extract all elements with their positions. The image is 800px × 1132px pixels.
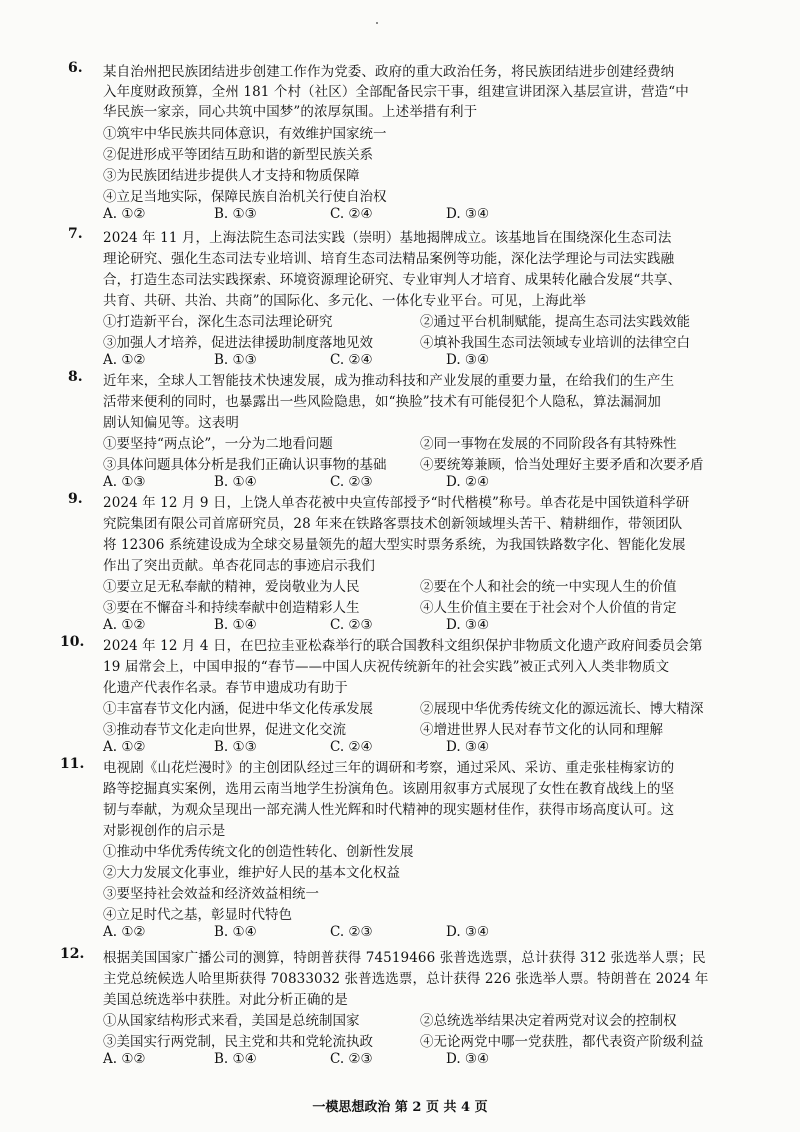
question-number: 7.	[68, 226, 83, 242]
option-statement: ④人生价值主要在于社会对个人价值的肯定	[420, 600, 677, 616]
question-stem-line: 根据美国国家广播公司的测算，特朗普获得 74519466 张普选选票，总计获得 312 张选举人票；民	[103, 950, 706, 966]
question-number: 10.	[60, 634, 85, 650]
answer-choice-a: A. ①②	[103, 1051, 146, 1067]
question-stem-line: 剧认知偏见等。这表明	[103, 415, 239, 431]
question-number: 8.	[68, 369, 83, 385]
option-statement: ④无论两党中哪一党获胜，都代表资产阶级利益	[420, 1034, 704, 1050]
question-stem-line: 入年度财政预算，全州 181 个村（社区）全部配备民宗干事，组建宣讲团深入基层宣讲，营造“中	[103, 84, 689, 100]
option-statement: ③为民族团结进步提供人才支持和物质保障	[103, 168, 360, 184]
answer-choice-c: C. ②③	[330, 474, 373, 490]
question-stem-line: 对影视创作的启示是	[103, 823, 226, 839]
option-statement: ②通过平台机制赋能，提高生态司法实践效能	[420, 314, 690, 330]
option-statement: ④立足当地实际，保障民族自治机关行使自治权	[103, 189, 387, 205]
option-statement: ③美国实行两党制，民主党和共和党轮流执政	[103, 1034, 373, 1050]
answer-choice-d: D. ③④	[446, 352, 490, 368]
question-stem-line: 2024 年 12 月 9 日，上饶人单杏花被中央宣传部授予“时代楷模”称号。单杏花是中国铁道科学研	[103, 495, 690, 511]
answer-choice-d: D. ②④	[446, 474, 490, 490]
answer-choice-d: D. ③④	[446, 206, 490, 222]
question-stem-line: 将 12306 系统建设成为全球交易量领先的超大型实时票务系统，为我国铁路数字化、智能化发展	[103, 537, 686, 553]
option-statement: ①推动中华优秀传统文化的创造性转化、创新性发展	[103, 844, 414, 860]
question-stem-line: 理论研究、强化生态司法专业培训、培育生态司法精品案例等功能，深化法学理论与司法实践融	[103, 251, 675, 267]
answer-choice-b: B. ①④	[214, 474, 257, 490]
option-statement: ④要统筹兼顾，恰当处理好主要矛盾和次要矛盾	[420, 457, 704, 473]
answer-choice-b: B. ①③	[214, 352, 257, 368]
answer-choice-a: A. ①③	[103, 474, 146, 490]
option-statement: ④立足时代之基，彰显时代特色	[103, 907, 292, 923]
option-statement: ①筑牢中华民族共同体意识，有效维护国家统一	[103, 126, 387, 142]
option-statement: ①要坚持“两点论”，一分为二地看问题	[103, 436, 333, 452]
option-statement: ②大力发展文化事业，维护好人民的基本文化权益	[103, 865, 400, 881]
question-stem-line: 某自治州把民族团结进步创建工作作为党委、政府的重大政治任务，将民族团结进步创建经费纳	[103, 64, 675, 80]
answer-choice-d: D. ③④	[446, 617, 490, 633]
answer-choice-b: B. ①③	[214, 739, 257, 755]
answer-choice-d: D. ③④	[446, 1051, 490, 1067]
question-stem-line: 合，打造生态司法实践探索、环境资源理论研究、专业审判人才培育、成果转化融合发展“共享、	[103, 272, 682, 288]
answer-choice-b: B. ①④	[214, 1051, 257, 1067]
question-stem-line: 电视剧《山花烂漫时》的主创团队经过三年的调研和考察，通过采风、采访、重走张桂梅家访的	[103, 760, 675, 776]
option-statement: ①打造新平台，深化生态司法理论研究	[103, 314, 333, 330]
answer-choice-a: A. ①②	[103, 924, 146, 940]
scan-speck	[376, 22, 378, 24]
question-stem-line: 华民族一家亲，同心共筑中国梦”的浓厚氛围。上述举措有利于	[103, 104, 478, 120]
answer-choice-b: B. ①④	[214, 617, 257, 633]
question-number: 6.	[68, 60, 83, 76]
answer-choice-c: C. ②③	[330, 617, 373, 633]
answer-choice-d: D. ③④	[446, 739, 490, 755]
answer-choice-a: A. ①②	[103, 739, 146, 755]
answer-choice-a: A. ①②	[103, 617, 146, 633]
answer-choice-c: C. ②④	[330, 739, 373, 755]
answer-choice-a: A. ①②	[103, 352, 146, 368]
question-stem-line: 2024 年 11 月，上海法院生态司法实践（崇明）基地揭牌成立。该基地旨在围绕深化生态司法	[103, 230, 672, 246]
option-statement: ②同一事物在发展的不同阶段各有其特殊性	[420, 436, 677, 452]
question-stem-line: 2024 年 12 月 4 日，在巴拉圭亚松森举行的联合国教科文组织保护非物质文化遗产政府间委员会第	[103, 638, 703, 654]
option-statement: ④填补我国生态司法领域专业培训的法律空白	[420, 335, 690, 351]
option-statement: ③要坚持社会效益和经济效益相统一	[103, 886, 319, 902]
page-footer: 一模思想政治 第 2 页 共 4 页	[312, 1100, 488, 1115]
question-stem-line: 19 届常会上，中国申报的“春节——中国人庆祝传统新年的社会实践”被正式列入人类非物质文	[103, 659, 670, 675]
question-stem-line: 主党总统候选人哈里斯获得 70833032 张普选选票，总计获得 226 张选举人票。特朗普在 2024 年	[103, 971, 709, 987]
option-statement: ③要在不懈奋斗和持续奉献中创造精彩人生	[103, 600, 360, 616]
answer-choice-c: C. ②③	[330, 924, 373, 940]
answer-choice-d: D. ③④	[446, 924, 490, 940]
answer-choice-c: C. ②④	[330, 352, 373, 368]
question-stem-line: 韧与奉献，为观众呈现出一部充满人性光辉和时代精神的现实题材佳作，获得市场高度认可。这	[103, 802, 675, 818]
question-stem-line: 美国总统选举中获胜。对此分析正确的是	[103, 992, 348, 1008]
question-number: 12.	[60, 946, 85, 962]
option-statement: ②促进形成平等团结互助和谐的新型民族关系	[103, 147, 373, 163]
answer-choice-b: B. ①③	[214, 206, 257, 222]
option-statement: ②展现中华优秀传统文化的源远流长、博大精深	[420, 701, 704, 717]
question-stem-line: 共育、共研、共治、共商”的国际化、多元化、一体化专业平台。可见，上海此举	[103, 293, 587, 309]
question-stem-line: 究院集团有限公司首席研究员，28 年来在铁路客票技术创新领域埋头苦干、精耕细作，带领团队	[103, 516, 683, 532]
question-stem-line: 化遗产代表作名录。春节申遗成功有助于	[103, 680, 348, 696]
option-statement: ①从国家结构形式来看，美国是总统制国家	[103, 1013, 360, 1029]
option-statement: ①要立足无私奉献的精神，爱岗敬业为人民	[103, 579, 360, 595]
option-statement: ③加强人才培养，促进法律援助制度落地见效	[103, 335, 373, 351]
question-stem-line: 作出了突出贡献。单杏花同志的事迹启示我们	[103, 558, 375, 574]
answer-choice-c: C. ②④	[330, 206, 373, 222]
option-statement: ②总统选举结果决定着两党对议会的控制权	[420, 1013, 677, 1029]
question-stem-line: 近年来，全球人工智能技术快速发展，成为推动科技和产业发展的重要力量，在给我们的生产生	[103, 373, 675, 389]
answer-choice-a: A. ①②	[103, 206, 146, 222]
option-statement: ③推动春节文化走向世界，促进文化交流	[103, 722, 346, 738]
option-statement: ①丰富春节文化内涵，促进中华文化传承发展	[103, 701, 373, 717]
option-statement: ③具体问题具体分析是我们正确认识事物的基础	[103, 457, 387, 473]
answer-choice-c: C. ②③	[330, 1051, 373, 1067]
question-stem-line: 路等挖掘真实案例，选用云南当地学生扮演角色。该剧用叙事方式展现了女性在教育战线上的坚	[103, 781, 675, 797]
option-statement: ②要在个人和社会的统一中实现人生的价值	[420, 579, 677, 595]
question-number: 9.	[68, 491, 83, 507]
question-stem-line: 活带来便利的同时，也暴露出一些风险隐患，如“换脸”技术有可能侵犯个人隐私，算法漏洞加	[103, 394, 662, 410]
question-number: 11.	[60, 756, 85, 772]
option-statement: ④增进世界人民对春节文化的认同和理解	[420, 722, 663, 738]
answer-choice-b: B. ①④	[214, 924, 257, 940]
